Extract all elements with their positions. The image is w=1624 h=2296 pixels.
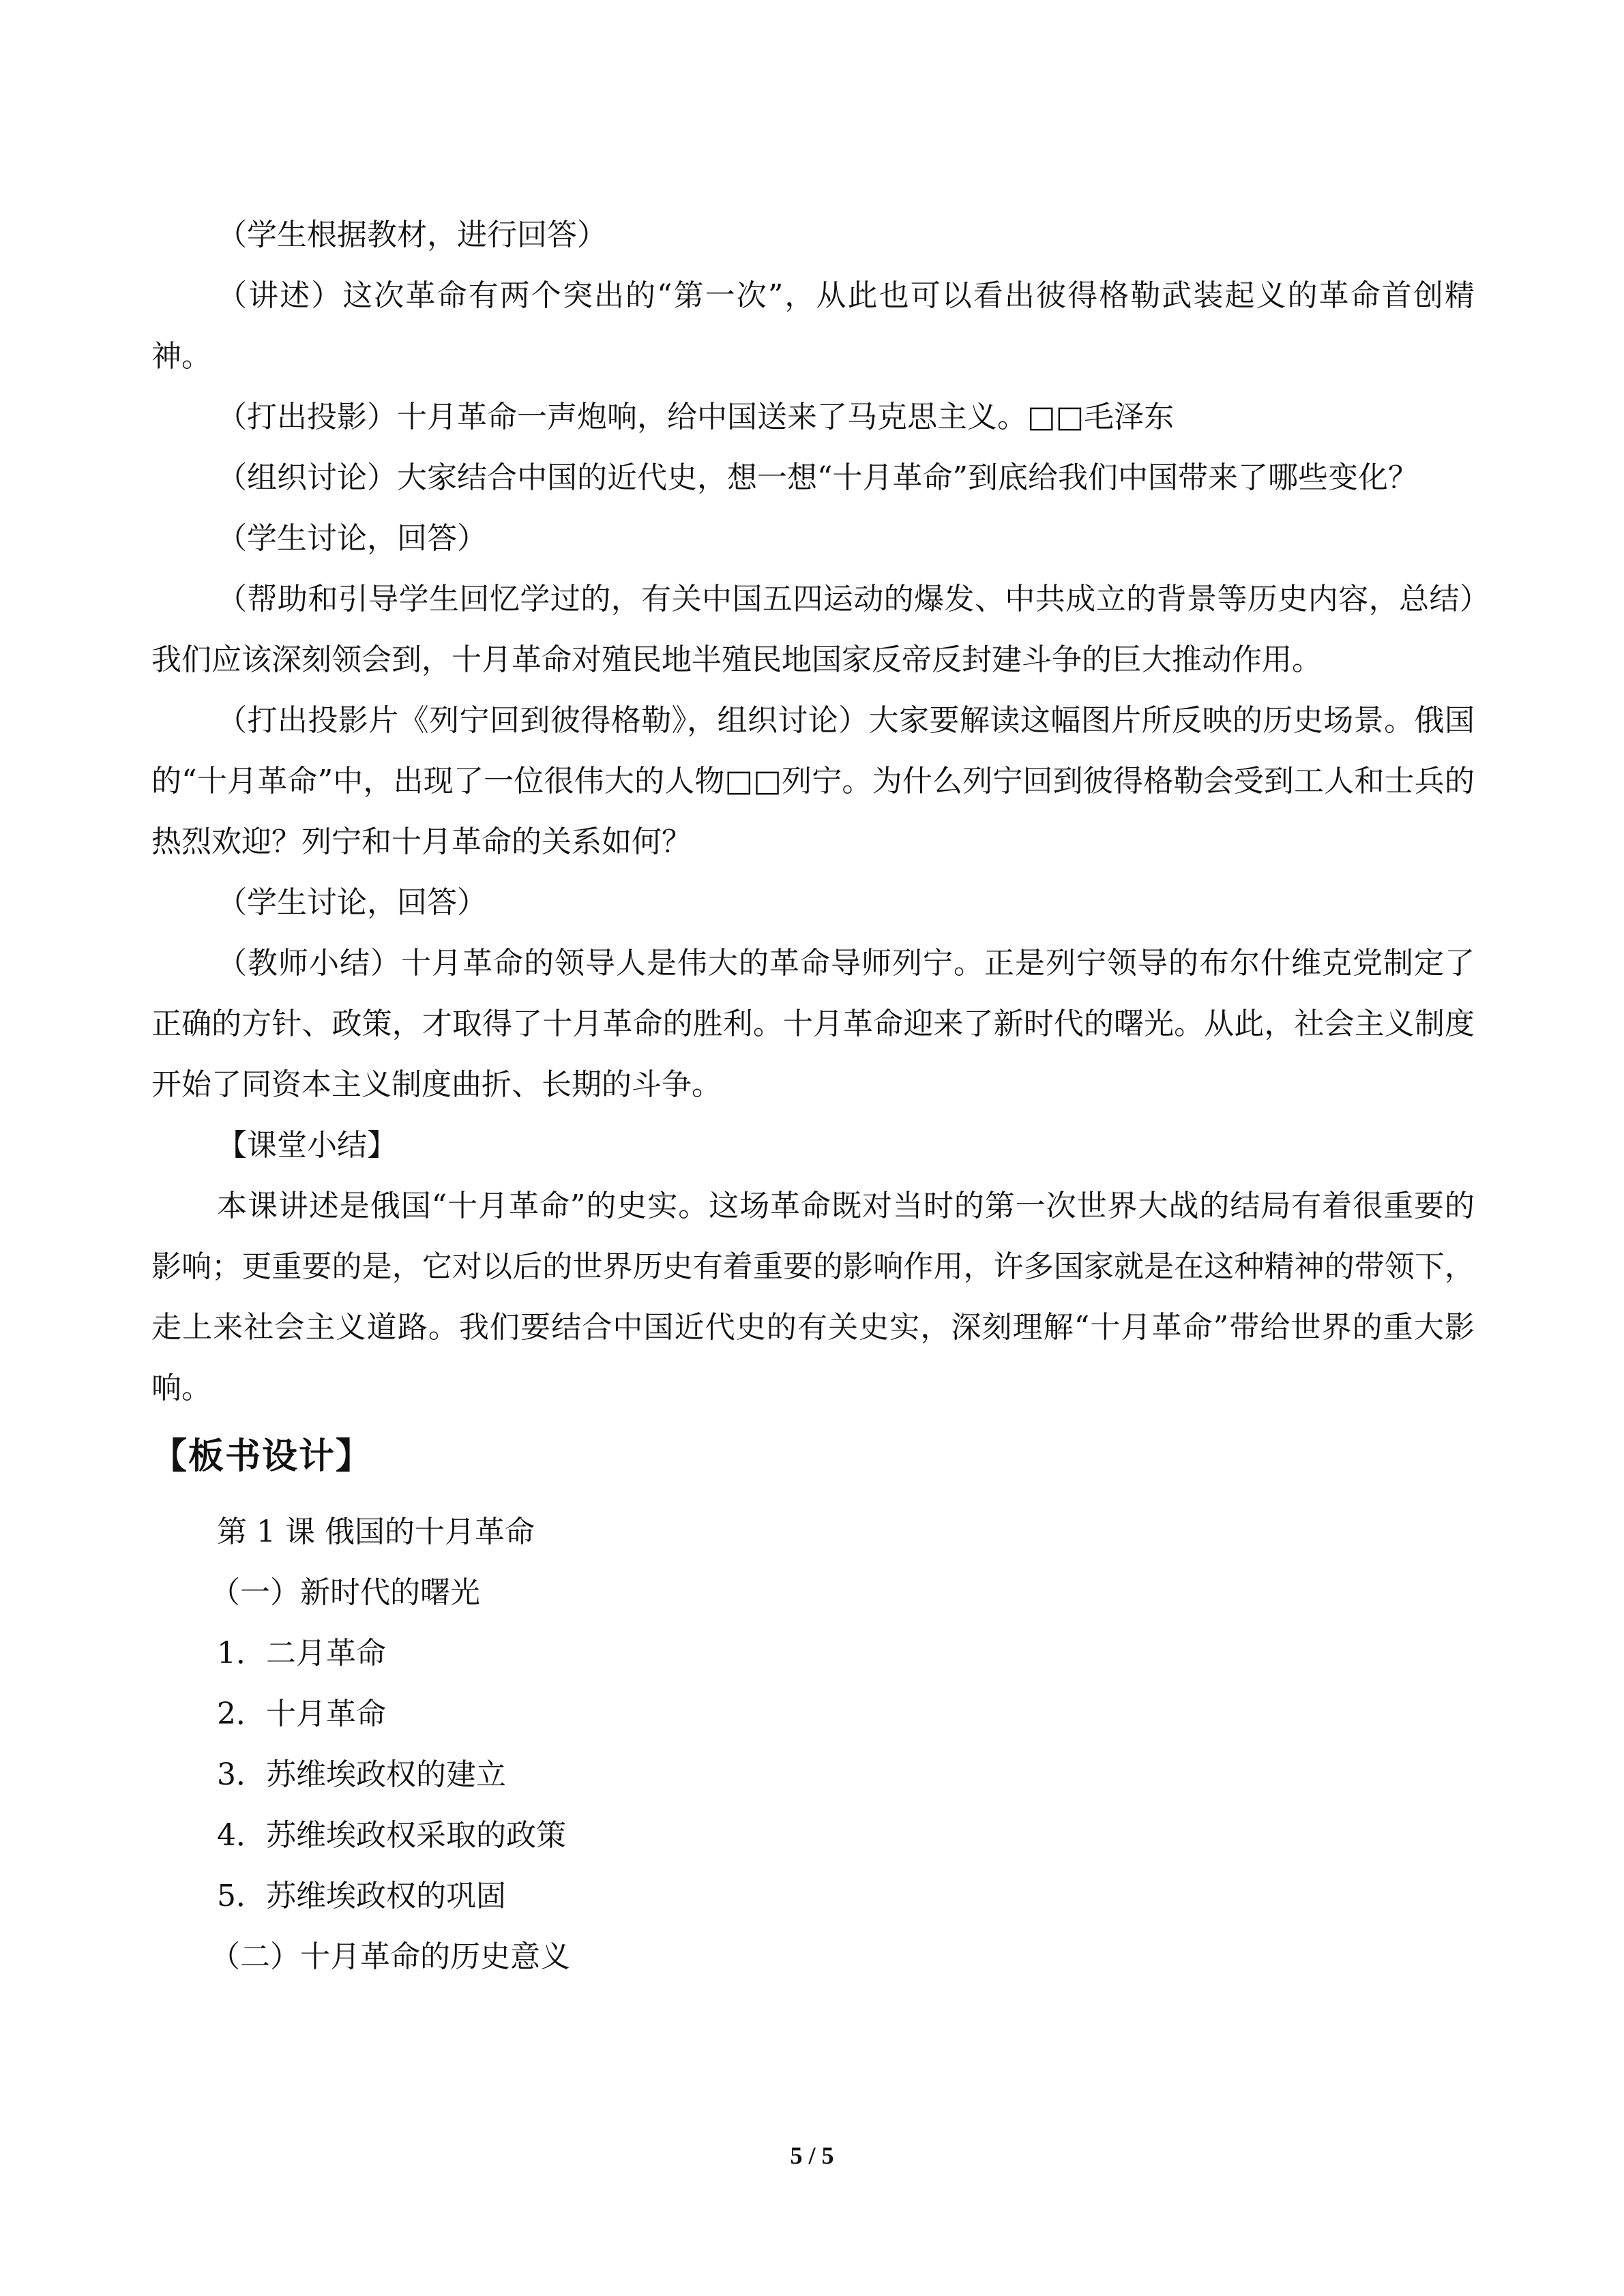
paragraph-narration: （讲述）这次革命有两个突出的“第一次”，从此也可以看出彼得格勒武装起义的革命首创精神。 <box>151 278 1475 374</box>
paragraph-student-answer: （学生根据教材，进行回答） <box>217 218 607 252</box>
page-content <box>151 205 1475 1987</box>
paragraph-teacher-summary: （教师小结）十月革命的领导人是伟大的革命导师列宁。正是列宁领导的布尔什维克党制定了正确的方针、政策，才取得了十月革命的胜利。十月革命迎来了新时代的曙光。从此，社会主义制度开始了同资本主义制度曲折、长期的斗争。 <box>151 946 1475 1102</box>
outline-item: 4．苏维埃政权采取的政策 <box>217 1818 566 1853</box>
paragraph-student-discussion-2: （学生讨论，回答） <box>217 885 487 920</box>
lesson-title: 第 1 课 俄国的十月革命 <box>217 1515 535 1549</box>
outline-section-2: （二）十月革命的历史意义 <box>210 1939 570 1974</box>
outline-item: 1．二月革命 <box>217 1636 386 1671</box>
outline-item: 5．苏维埃政权的巩固 <box>217 1879 506 1913</box>
paragraph-guidance-summary: （帮助和引导学生回忆学过的，有关中国五四运动的爆发、中共成立的背景等历史内容，总结）我们应该深刻领会到，十月革命对殖民地半殖民地国家反帝反封建斗争的巨大推动作用。 <box>151 582 1475 677</box>
paragraph-discussion-prompt: （组织讨论）大家结合中国的近代史，想一想“十月革命”到底给我们中国带来了哪些变化？ <box>217 460 1418 495</box>
class-summary-heading: 【课堂小结】 <box>217 1128 397 1163</box>
paragraph-class-summary: 本课讲述是俄国“十月革命”的史实。这场革命既对当时的第一次世界大战的结局有着很重要的影响；更重要的是，它对以后的世界历史有着重要的影响作用，许多国家就是在这种精神的带领下，走上来社会主义道路。我们要结合中国近代史的有关史实，深刻理解“十月革命”带给世界的重大影响。 <box>151 1189 1475 1405</box>
page-number: 5 / 5 <box>790 2142 834 2169</box>
outline-section-1: （一）新时代的曙光 <box>210 1575 480 1610</box>
paragraph-student-discussion: （学生讨论，回答） <box>217 521 487 556</box>
board-design-outline <box>151 1502 1475 1987</box>
outline-item: 2．十月革命 <box>217 1697 386 1731</box>
paragraph-projection-quote: （打出投影）十月革命一声炮响，给中国送来了马克思主义。□□毛泽东 <box>217 400 1175 434</box>
board-design-heading: 【板书设计】 <box>151 1436 373 1477</box>
paragraph-lenin-slide: （打出投影片《列宁回到彼得格勒》，组织讨论）大家要解读这幅图片所反映的历史场景。俄国的“十月革命”中，出现了一位很伟大的人物□□列宁。为什么列宁回到彼得格勒会受到工人和士兵的热烈欢迎？列宁和十月革命的关系如何？ <box>151 703 1475 859</box>
outline-item: 3．苏维埃政权的建立 <box>217 1757 506 1792</box>
